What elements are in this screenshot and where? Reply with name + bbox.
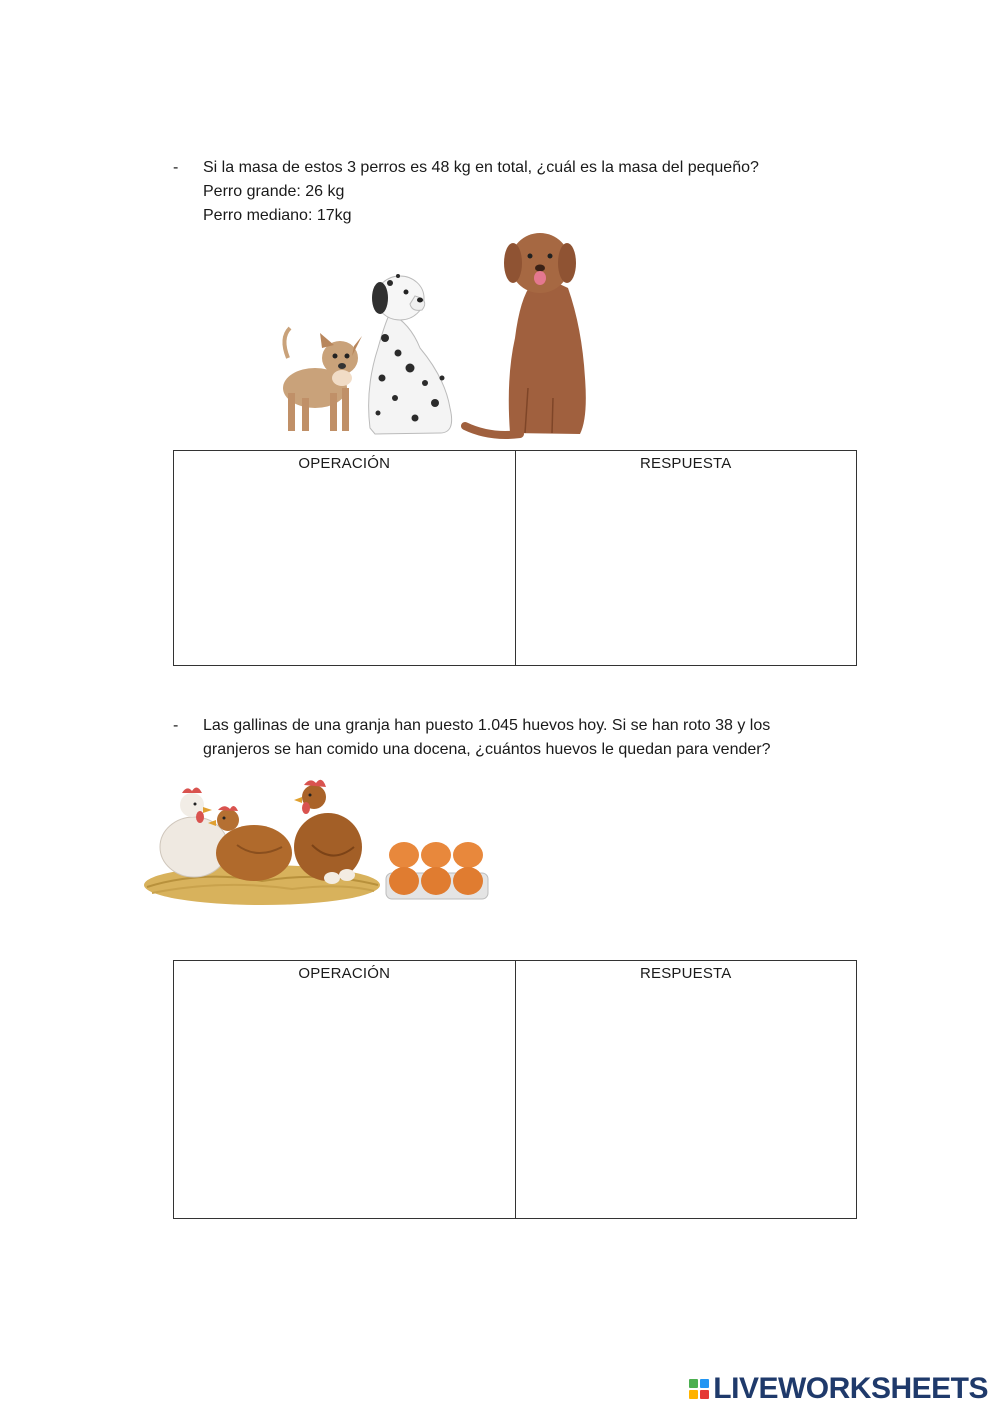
problem-1-line-3: Perro mediano: 17kg xyxy=(203,207,352,224)
answer-header: RESPUESTA xyxy=(639,965,732,982)
labrador-illustration xyxy=(465,233,586,435)
problem-1 xyxy=(173,156,823,228)
bullet: - xyxy=(173,717,179,734)
dalmatian-illustration xyxy=(369,274,452,434)
egg-carton-illustration xyxy=(386,842,488,899)
bullet: - xyxy=(173,159,179,176)
hens-nest-illustration xyxy=(144,780,380,905)
answer-cell[interactable] xyxy=(515,961,857,1218)
operation-cell[interactable] xyxy=(174,961,515,1218)
problem-2-line-2: granjeros se han comido una docena, ¿cuántos huevos le quedan para vender? xyxy=(203,741,771,758)
hens-eggs-illustration xyxy=(142,775,492,910)
chihuahua-illustration xyxy=(283,328,362,431)
problem-1-line-2: Perro grande: 26 kg xyxy=(203,183,345,200)
answer-header: RESPUESTA xyxy=(639,455,732,472)
brand-name: LIVEWORKSHEETS xyxy=(713,1372,988,1405)
answer-table-2 xyxy=(173,960,857,1219)
problem-2-line-1: Las gallinas de una granja han puesto 1.045 huevos hoy. Si se han roto 38 y los xyxy=(203,717,771,734)
operation-header: OPERACIÓN xyxy=(298,965,391,982)
problem-1-text xyxy=(203,156,823,228)
operation-cell[interactable] xyxy=(174,451,515,665)
problem-2-text xyxy=(203,714,823,762)
liveworksheets-logo xyxy=(689,1372,988,1406)
answer-cell[interactable] xyxy=(515,451,857,665)
problem-2 xyxy=(173,714,823,762)
problem-1-line-1: Si la masa de estos 3 perros es 48 kg en total, ¿cuál es la masa del pequeño? xyxy=(203,159,759,176)
liveworksheets-logo-icon xyxy=(689,1379,709,1399)
answer-table-1 xyxy=(173,450,857,666)
dogs-illustration xyxy=(270,228,600,440)
operation-header: OPERACIÓN xyxy=(298,455,391,472)
